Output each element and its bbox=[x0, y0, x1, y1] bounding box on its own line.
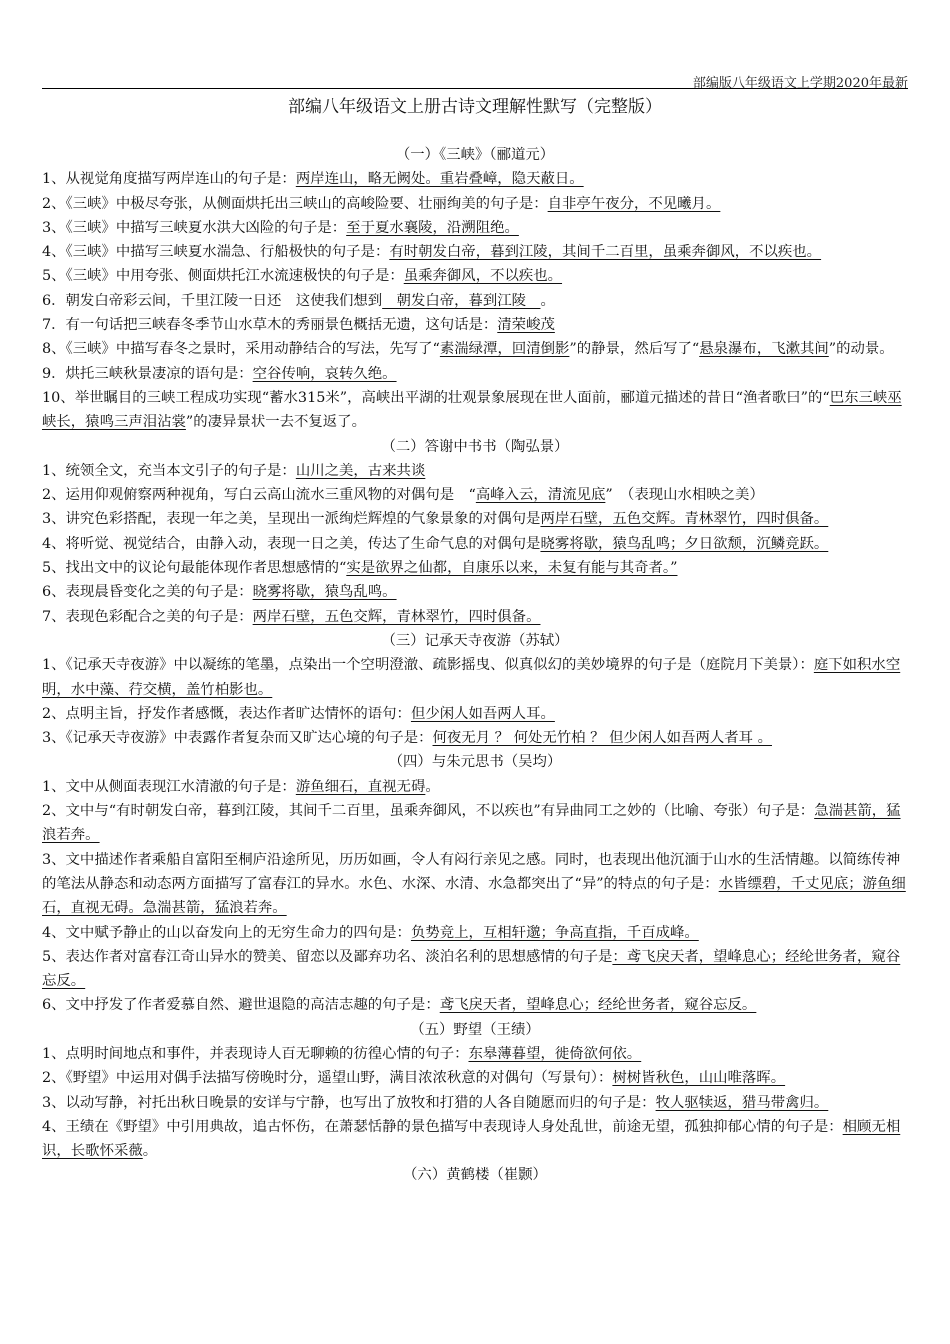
answer-text: 树树皆秋色，山山唯落晖。 bbox=[612, 1070, 786, 1087]
question-text: 1、点明时间地点和事件，并表现诗人百无聊赖的彷徨心情的句子： bbox=[42, 1045, 469, 1062]
answer-text: 两岸石壁，五色交辉，青林翠竹，四时俱备。 bbox=[252, 608, 541, 625]
answer-text: 游鱼细石，直视无碍 bbox=[295, 778, 426, 795]
question-text: 7、表现色彩配合之美的句子是： bbox=[42, 608, 253, 625]
answer-text: 虽乘奔御风，不以疾也。 bbox=[403, 268, 563, 285]
question-item bbox=[42, 362, 908, 386]
question-text: 10、举世瞩目的三峡工程成功实现“蓄水315米”，高峡出平湖的壮观景象展现在世人面前，郦道元描述的昔日“渔者歌曰”的“ bbox=[42, 389, 830, 406]
answer-text: 相顾无相识，长歌怀采薇 bbox=[42, 1118, 901, 1160]
question-item bbox=[42, 653, 908, 702]
question-text: 2、《三峡》中极尽夸张，从侧面烘托出三峡山的高峻险要、壮丽绚美的句子是： bbox=[42, 195, 548, 212]
answer-text: 自非亭午夜分，不见曦月。 bbox=[547, 195, 721, 212]
answer-text: 山川之美，古来共谈 bbox=[295, 462, 426, 479]
question-text: ”的静景，然后写了“ bbox=[569, 341, 700, 358]
question-item bbox=[42, 848, 908, 921]
question-item bbox=[42, 1042, 908, 1066]
answer-text: 素湍绿潭，回清倒影 bbox=[439, 341, 570, 358]
question-text: 6．朝发白帝彩云间，千里江陵一日还 这使我们想到 bbox=[42, 292, 383, 309]
answer-text: 有时朝发白帝，暮到江陵，其间千二百里，虽乘奔御风，不以疾也。 bbox=[389, 244, 822, 261]
question-item bbox=[42, 556, 908, 580]
question-item bbox=[42, 799, 908, 848]
answer-text: 急湍甚箭，猛浪若奔。 bbox=[42, 803, 901, 844]
section-heading: （六）黄鹤楼（崔颢） bbox=[403, 1167, 547, 1184]
answer-text: 至于夏水襄陵，沿溯阻绝。 bbox=[346, 219, 519, 236]
header-rule bbox=[42, 88, 908, 89]
question-text: 4、《三峡》中描写三峡夏水湍急、行船极快的句子是： bbox=[42, 244, 390, 261]
question-text: 5、《三峡》中用夸张、侧面烘托江水流速极快的句子是： bbox=[42, 268, 404, 285]
question-text: 6、表现晨昏变化之美的句子是： bbox=[42, 584, 253, 601]
answer-text: 水皆缥碧，千丈见底；游鱼细石，直视无碍。急湍甚箭，猛浪若奔。 bbox=[42, 875, 906, 917]
answer-text: 牧人驱犊返，猎马带禽归。 bbox=[655, 1094, 829, 1111]
question-item bbox=[42, 1115, 908, 1164]
question-text: 1、从视觉角度描写两岸连山的句子是： bbox=[42, 171, 296, 188]
answer-text: 朝发白帝，暮到江陵 bbox=[382, 292, 541, 309]
answer-text: 晓雾将歇，猿鸟乱鸣；夕日欲颓，沉鳞竞跃。 bbox=[540, 535, 829, 552]
question-text: 4、王绩在《野望》中引用典故，追古怀伤，在萧瑟恬静的景色描写中表现诗人身处乱世，前途无望，孤独抑郁心情的句子是： bbox=[42, 1118, 843, 1135]
answer-text: 负势竞上，互相轩邈；争高直指，千百成峰。 bbox=[410, 924, 699, 941]
document-body bbox=[42, 143, 908, 1188]
answer-text: 鸢飞戾天者，望峰息心；经纶世务者，窥谷忘反。 bbox=[439, 997, 757, 1014]
question-item bbox=[42, 216, 908, 240]
answer-text: 空谷传响，哀转久绝。 bbox=[252, 365, 397, 382]
question-text: 5、表达作者对富春江奇山异水的赞美、留恋以及鄙弃功名、淡泊名利的思想感情的句子是 bbox=[42, 948, 613, 965]
question-text: 1、文中从侧面表现江水清澈的句子是： bbox=[42, 778, 296, 795]
question-item bbox=[42, 702, 908, 726]
section-heading: （三）记承天寺夜游（苏轼） bbox=[381, 632, 569, 649]
section-heading: （五）野望（王绩） bbox=[410, 1021, 540, 1038]
answer-text: 实是欲界之仙都，自康乐以来，未复有能与其奇者。” bbox=[346, 560, 678, 577]
question-item bbox=[42, 240, 908, 264]
question-item bbox=[42, 167, 908, 191]
section-heading: （二）答谢中书书（陶弘景） bbox=[381, 438, 569, 455]
question-text: 8、《三峡》中描写春冬之景时，采用动静结合的写法，先写了“ bbox=[42, 341, 440, 358]
question-text: 6、文中抒发了作者爱慕自然、避世退隐的高洁志趣的句子是： bbox=[42, 997, 440, 1014]
question-text: 2、文中与“有时朝发白帝，暮到江陵，其间千二百里，虽乘奔御风，不以疾也”有异曲同工之妙的（比喻、夸张）句子是： bbox=[42, 803, 815, 820]
question-item bbox=[42, 580, 908, 604]
question-text: 。 bbox=[425, 778, 440, 795]
question-item bbox=[42, 1091, 908, 1115]
answer-text: 但少闲人如吾两人耳。 bbox=[410, 705, 555, 722]
question-text: 。 bbox=[540, 292, 555, 309]
answer-text: 巴东三峡巫峡长，猿鸣三声泪沾裳 bbox=[42, 389, 902, 431]
question-text: 3、文中描述作者乘船自富阳至桐庐沿途所见，历历如画，令人有闷行亲见之感。同时，也表现出他沉湎于山水的生活情趣。以简练传神的笔法从静态和动态两方面描写了富春江的异水。水色、水深、水清、水急都突出了“异”的特点的句子是： bbox=[42, 851, 901, 892]
question-text: 2、点明主旨，抒发作者感慨，表达作者旷达情怀的语句： bbox=[42, 705, 411, 722]
answer-text: 何夜无月 ？ 何处无竹柏 ？ 但少闲人如吾两人者耳 。 bbox=[432, 730, 772, 747]
question-item bbox=[42, 459, 908, 483]
question-item bbox=[42, 483, 908, 507]
document-title: 部编八年级语文上册古诗文理解性默写（完整版） bbox=[288, 97, 662, 117]
section-heading: （四）与朱元思书（吴均） bbox=[388, 754, 562, 771]
question-text: ” （表现山水相映之美） bbox=[605, 487, 764, 504]
section-heading: （一）《三峡》（郦道元） bbox=[395, 147, 555, 163]
answer-text: 两岸石壁，五色交辉。青林翠竹，四时俱备。 bbox=[540, 511, 829, 528]
question-item bbox=[42, 1066, 908, 1090]
answer-text: 东皋薄暮望，徙倚欲何依。 bbox=[468, 1045, 642, 1062]
question-text: 7．有一句话把三峡春冬季节山水草木的秀丽景色概括无遗，这句话是： bbox=[42, 317, 498, 334]
answer-text: 两岸连山，略无阙处。重岩叠嶂，隐天蔽日。 bbox=[295, 171, 584, 188]
answer-text: 清荣峻茂 bbox=[497, 317, 555, 334]
question-item bbox=[42, 313, 908, 337]
question-text: 1、《记承天寺夜游》中以凝练的笔墨，点染出一个空明澄澈、疏影摇曳、似真似幻的美妙境界的句子是（庭院月下美景）： bbox=[42, 657, 814, 674]
question-text: ”的凄异景状一去不复返了。 bbox=[185, 414, 366, 431]
question-text: 1、统领全文，充当本文引子的句子是： bbox=[42, 462, 296, 479]
running-head: 部编版八年级语文上学期2020年最新 bbox=[692, 76, 908, 91]
answer-text: 庭下如积水空明，水中藻、荇交横，盖竹柏影也。 bbox=[42, 657, 901, 698]
answer-text: ：鸢飞戾天者，望峰息心；经纶世务者，窥谷忘反。 bbox=[42, 948, 901, 990]
question-text: 4、将听觉、视觉结合，由静入动，表现一日之美，传达了生命气息的对偶句是 bbox=[42, 535, 541, 552]
answer-text: 高峰入云，清流见底 bbox=[475, 487, 606, 504]
question-item bbox=[42, 945, 908, 994]
question-item bbox=[42, 775, 908, 799]
question-item bbox=[42, 921, 908, 945]
question-item bbox=[42, 726, 908, 750]
question-item bbox=[42, 264, 908, 288]
question-text: 5、找出文中的议论句最能体现作者思想感情的“ bbox=[42, 560, 347, 577]
question-text: ”的动景。 bbox=[828, 341, 894, 358]
question-text: 3、《记承天寺夜游》中表露作者复杂而又旷达心境的句子是： bbox=[42, 730, 433, 747]
question-text: 4、文中赋予静止的山以奋发向上的无穷生命力的四句是： bbox=[42, 924, 411, 941]
answer-text: 晓雾将歇，猿鸟乱鸣。 bbox=[252, 584, 397, 601]
question-text: 9．烘托三峡秋景凄凉的语句是： bbox=[42, 365, 253, 382]
question-item bbox=[42, 507, 908, 531]
question-text: 。 bbox=[142, 1143, 158, 1160]
question-item bbox=[42, 386, 908, 435]
question-text: 3、《三峡》中描写三峡夏水洪大凶险的句子是： bbox=[42, 219, 347, 236]
question-text: 3、以动写静，衬托出秋日晚景的安详与宁静，也写出了放牧和打猎的人各自随愿而归的句子是： bbox=[42, 1094, 656, 1111]
question-text: 3、讲究色彩搭配，表现一年之美，呈现出一派绚烂辉煌的气象景象的对偶句是 bbox=[42, 511, 541, 528]
question-item bbox=[42, 993, 908, 1017]
answer-text: 悬泉瀑布，飞漱其间 bbox=[699, 341, 829, 358]
question-item bbox=[42, 605, 908, 629]
question-item bbox=[42, 532, 908, 556]
question-text: 2、运用仰观俯察两种视角，写白云高山流水三重风物的对偶句是 “ bbox=[42, 487, 476, 504]
question-item bbox=[42, 289, 908, 313]
question-item bbox=[42, 192, 908, 216]
question-item bbox=[42, 337, 908, 361]
question-text: 2、《野望》中运用对偶手法描写傍晚时分，遥望山野，满目浓浓秋意的对偶句（写景句）： bbox=[42, 1070, 613, 1087]
